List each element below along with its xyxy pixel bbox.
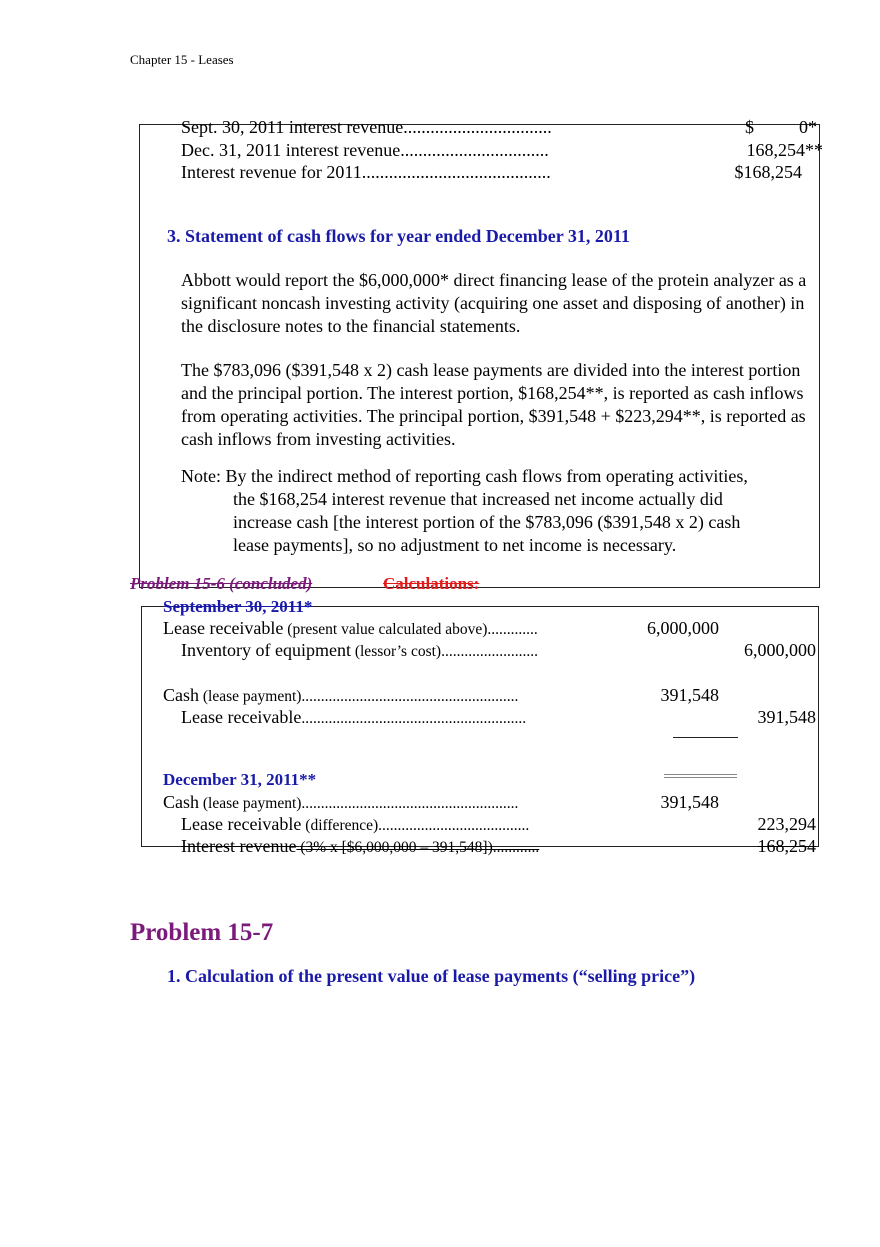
note-line: the $168,254 interest revenue that increased net income actually did (233, 489, 723, 509)
section-heading: 1. Calculation of the present value of lease payments (“selling price”) (167, 966, 696, 986)
calculations-label: Calculations: (383, 574, 480, 593)
entry-account: Cash (lease payment)........................................................ (163, 685, 519, 705)
sep-heading: September 30, 2011* (163, 597, 313, 616)
section-heading: 3. Statement of cash flows for year ended December 31, 2011 (167, 226, 630, 246)
entry-account: Lease receivable (difference)....................................... (181, 814, 530, 834)
dec-heading: December 31, 2011** (163, 770, 317, 789)
interest-line-amount: 168,254** (746, 140, 823, 160)
entry-credit: 6,000,000 (744, 640, 816, 660)
entry-debit: 391,548 (660, 792, 719, 812)
double-rule (664, 774, 737, 778)
page-header: Chapter 15 - Leases (130, 52, 234, 67)
problem-title: Problem 15-7 (130, 919, 274, 946)
problem-concluded-label: Problem 15-6 (concluded) (130, 574, 313, 593)
entry-account: Interest revenue (3% x [$6,000,000 – 391,548])............ (181, 836, 540, 856)
interest-line-label: Dec. 31, 2011 interest revenue................................. (181, 140, 549, 160)
entry-credit: 391,548 (757, 707, 816, 727)
note (181, 465, 823, 557)
note-line: lease payments], so no adjustment to net income is necessary. (233, 535, 677, 555)
entry-account: Lease receivable.......................................................... (181, 707, 527, 727)
entry-debit: 6,000,000 (647, 618, 719, 638)
interest-line-label: Interest revenue for 2011.......................................... (181, 162, 551, 182)
interest-line-amount: $ 0* (745, 117, 817, 137)
note-line: increase cash [the interest portion of the $783,096 ($391,548 x 2) cash (233, 512, 741, 532)
interest-line-label: Sept. 30, 2011 interest revenue................................. (181, 117, 552, 137)
entry-account: Lease receivable (present value calculated above)............. (163, 618, 538, 638)
entry-debit: 391,548 (660, 685, 719, 705)
entry-credit: 223,294 (757, 814, 816, 834)
paragraph: Abbott would report the $6,000,000* direct financing lease of the protein analyzer as a significant noncash investing activity (acquiring one asset and disposing of another) in the disclosure notes to the financial statements. (181, 270, 807, 336)
entry-account: Inventory of equipment (lessor’s cost)......................... (181, 640, 538, 660)
underline-rule (673, 737, 738, 738)
note-first-line: Note: By the indirect method of reporting cash flows from operating activities, (181, 466, 748, 486)
interest-line-amount: $168,254 (734, 162, 802, 182)
paragraph: The $783,096 ($391,548 x 2) cash lease payments are divided into the interest portion and the principal portion. The interest portion, $168,254**, is reported as cash inflows from operating activities. The principal portion, $391,548 + $223,294**, is reported as cash inflows from investing activities. (181, 360, 806, 449)
entry-account: Cash (lease payment)........................................................ (163, 792, 519, 812)
entry-credit: 168,254 (757, 836, 816, 856)
